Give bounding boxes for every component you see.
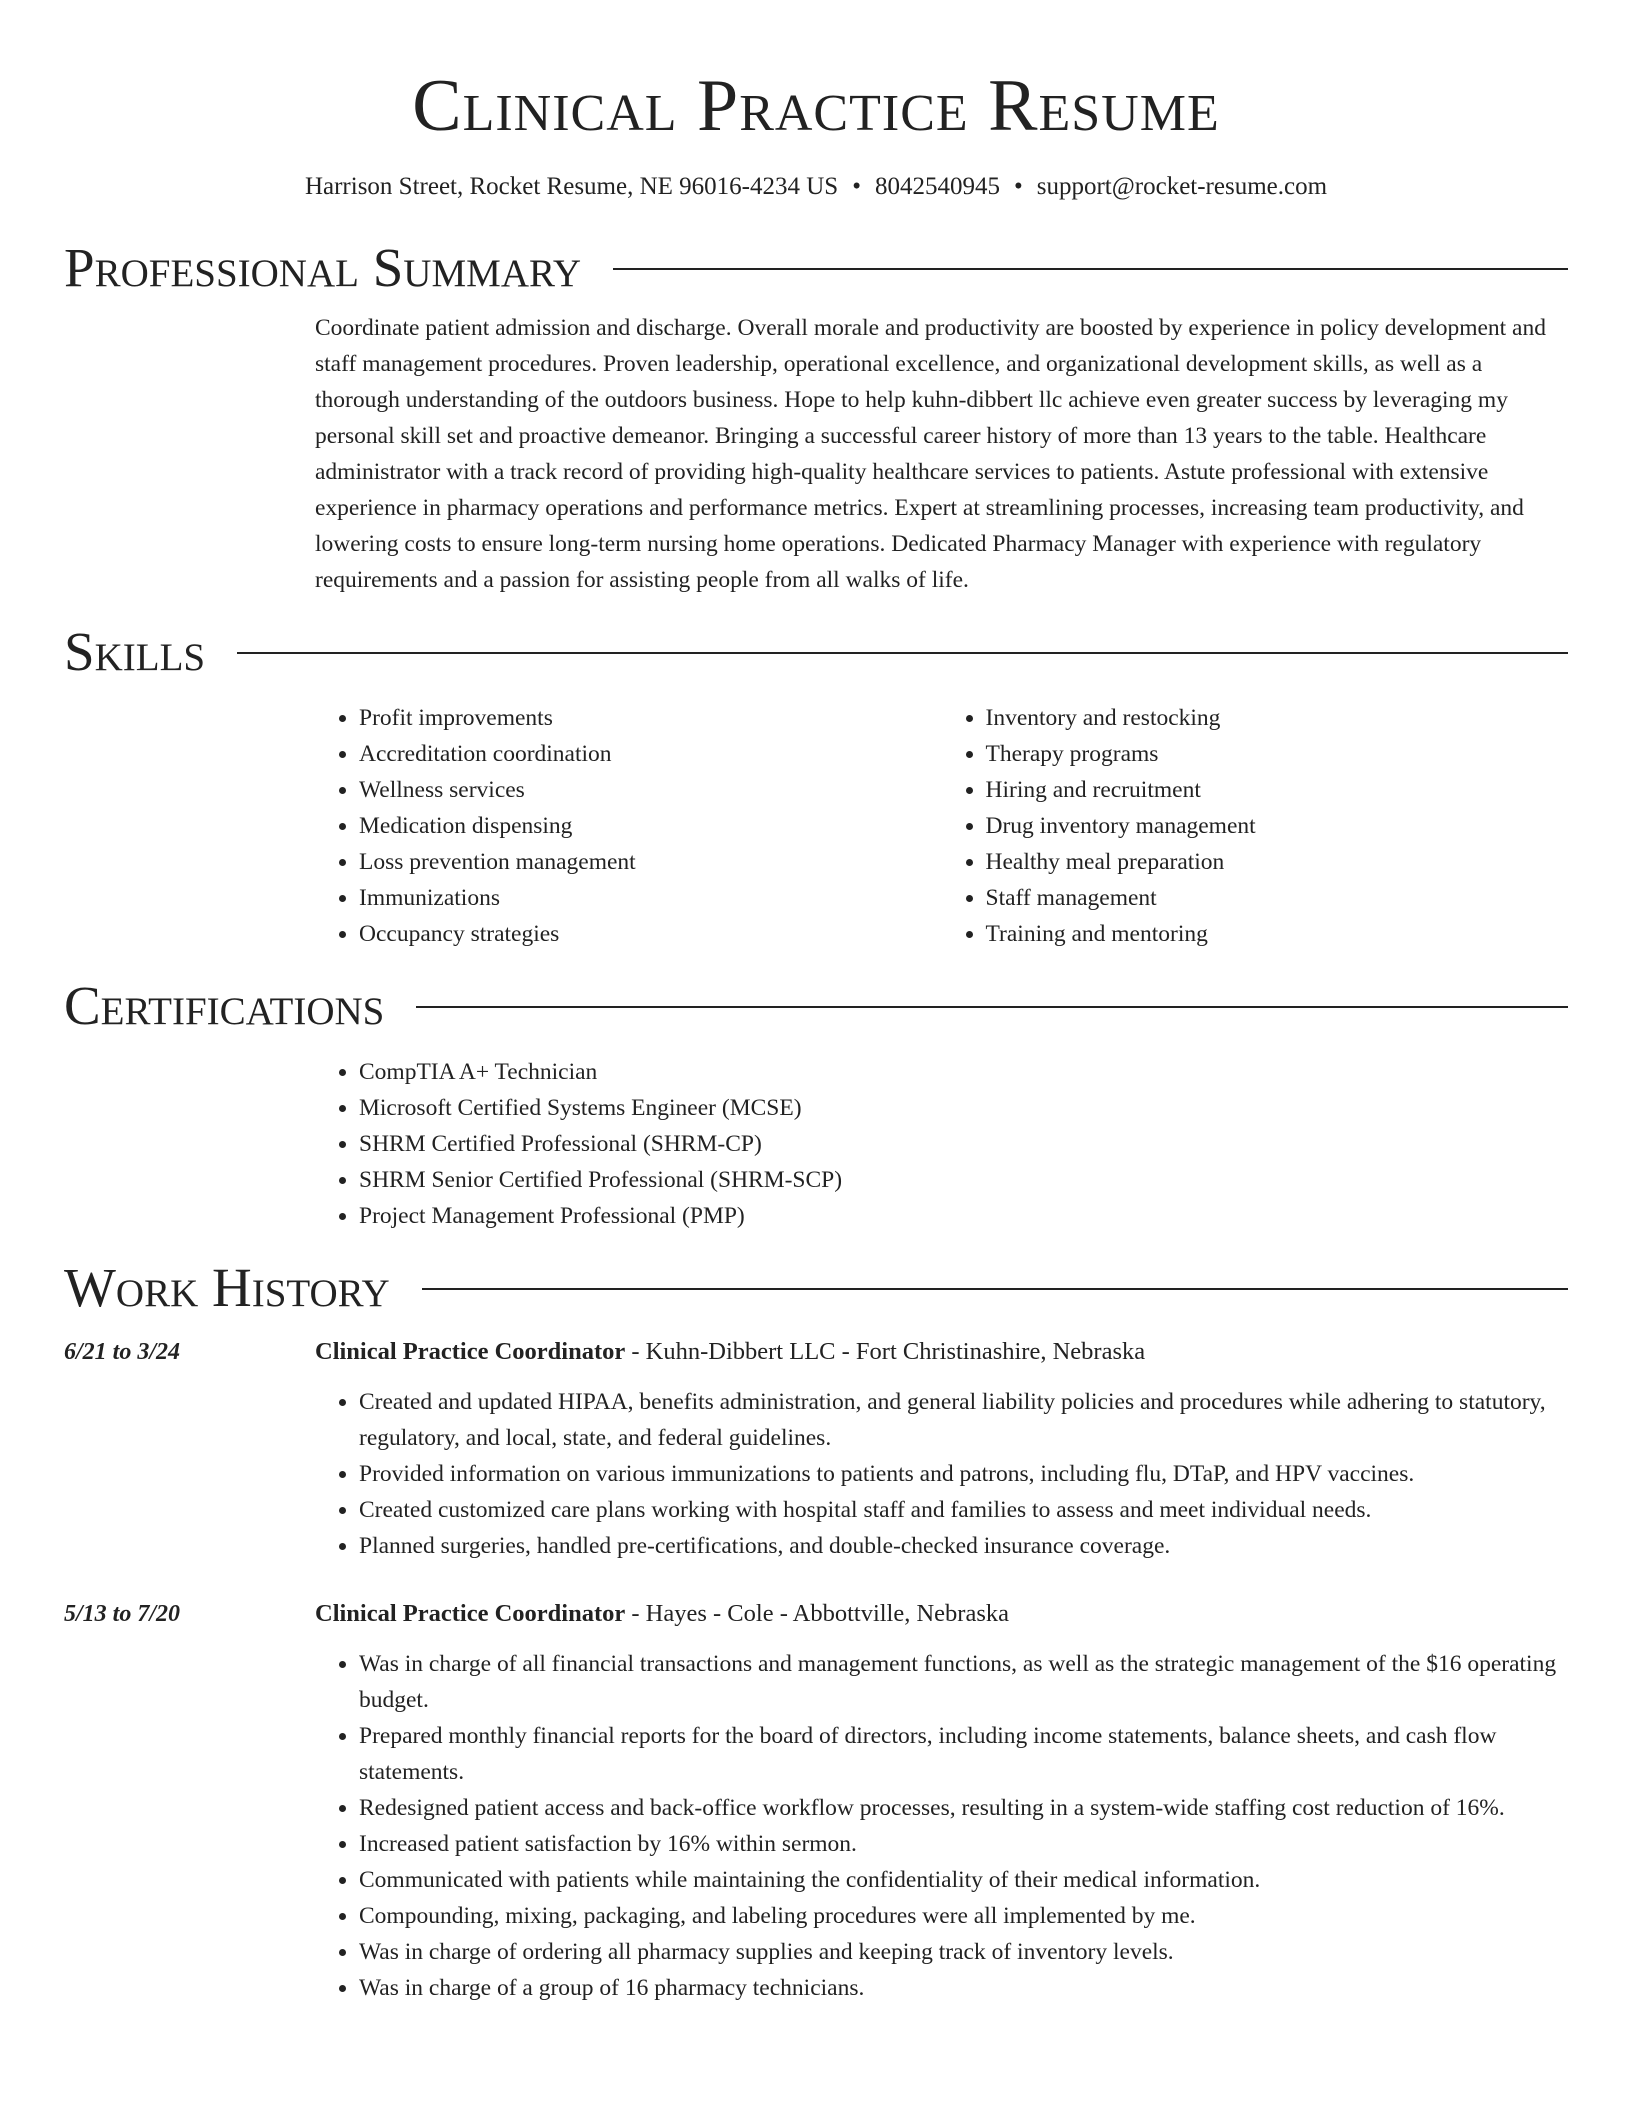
skill-item: • Therapy programs — [986, 736, 1569, 772]
skill-item: • Accreditation coordination — [359, 736, 942, 772]
skill-item: • Medication dispensing — [359, 808, 942, 844]
job-bullets — [315, 1646, 1568, 2006]
skill-item: • Immunizations — [359, 880, 942, 916]
section-divider — [422, 1288, 1568, 1290]
job-bullets — [315, 1384, 1568, 1564]
summary-heading: Professional Summary — [64, 237, 582, 298]
certification-item: • SHRM Certified Professional (SHRM-CP) — [359, 1126, 1568, 1162]
skills-list-right — [942, 700, 1569, 952]
skill-item: • Healthy meal preparation — [986, 844, 1569, 880]
job-dates: 6/21 to 3/24 — [64, 1339, 181, 1365]
resume-title: Clinical Practice Resume — [412, 65, 1220, 147]
job-bullet: • Created customized care plans working with hospital staff and families to assess and meet individual needs. — [359, 1492, 1568, 1528]
work-history-heading: Work History — [64, 1257, 390, 1318]
skill-item: • Drug inventory management — [986, 808, 1569, 844]
skill-item: • Training and mentoring — [986, 916, 1569, 952]
certifications-list — [315, 1054, 1568, 1234]
work-history-section-header — [64, 1254, 1568, 1322]
certification-item: • SHRM Senior Certified Professional (SHRM-SCP) — [359, 1162, 1568, 1198]
skills-grid — [315, 700, 1568, 952]
job-bullet: • Planned surgeries, handled pre-certifications, and double-checked insurance coverage. — [359, 1528, 1568, 1564]
job-company: - Kuhn-Dibbert LLC - Fort Christinashire, Nebraska — [625, 1338, 1146, 1365]
skills-list-left — [315, 700, 942, 952]
job-bullet: • Compounding, mixing, packaging, and labeling procedures were all implemented by me. — [359, 1898, 1568, 1934]
job-company: - Hayes - Cole - Abbottville, Nebraska — [625, 1600, 1009, 1627]
summary-text: Coordinate patient admission and discharge. Overall morale and productivity are boosted by experience in policy development and staff management procedures. Proven leadership, operational excellence, and organizational development skills, as well as a thorough understanding of the outdoors business. Hope to help kuhn-dibbert llc achieve even greater success by leveraging my personal skill set and proactive demeanor. Bringing a successful career history of more than 13 years to the table. Healthcare administrator with a track record of providing high-quality healthcare services to patients. Astute professional with extensive experience in pharmacy operations and performance metrics. Expert at streamlining processes, increasing team productivity, and lowering costs to ensure long-term nursing home operations. Dedicated Pharmacy Manager with experience with regulatory requirements and a passion for assisting people from all walks of life. — [315, 315, 1546, 593]
job-entry — [64, 1596, 1568, 2006]
certification-item: • CompTIA A+ Technician — [359, 1054, 1568, 1090]
certifications-section — [315, 1054, 1568, 1234]
contact-separator: • — [1013, 173, 1023, 200]
skill-item: • Hiring and recruitment — [986, 772, 1569, 808]
section-divider — [613, 268, 1568, 270]
job-bullet: • Redesigned patient access and back-office workflow processes, resulting in a system-wide staffing cost reduction of 16%. — [359, 1790, 1568, 1826]
job-dates: 5/13 to 7/20 — [64, 1601, 181, 1627]
job-bullet: • Communicated with patients while maintaining the confidentiality of their medical information. — [359, 1862, 1568, 1898]
skill-item: • Loss prevention management — [359, 844, 942, 880]
skills-heading: Skills — [64, 621, 206, 682]
certification-item: • Microsoft Certified Systems Engineer (MCSE) — [359, 1090, 1568, 1126]
job-bullet: • Prepared monthly financial reports for the board of directors, including income statements, balance sheets, and cash flow statements. — [359, 1718, 1568, 1790]
skill-item: • Staff management — [986, 880, 1569, 916]
skills-section-header — [64, 618, 1568, 686]
job-bullet: • Created and updated HIPAA, benefits administration, and general liability policies and procedures while adhering to statutory, regulatory, and local, state, and federal guidelines. — [359, 1384, 1568, 1456]
job-bullet: • Was in charge of all financial transactions and management functions, as well as the strategic management of the $16 operating budget. — [359, 1646, 1568, 1718]
resume-page — [64, 0, 1568, 2006]
job-entry — [64, 1334, 1568, 1564]
certifications-section-header — [64, 972, 1568, 1040]
job-detail — [315, 1596, 1568, 2006]
job-bullet: • Was in charge of ordering all pharmacy supplies and keeping track of inventory levels. — [359, 1934, 1568, 1970]
job-title-line — [315, 1334, 1568, 1370]
summary-section-header — [64, 234, 1568, 302]
job-bullet: • Was in charge of a group of 16 pharmacy technicians. — [359, 1970, 1568, 2006]
contact-address: Harrison Street, Rocket Resume, NE 96016-4234 US — [304, 173, 839, 200]
certification-item: • Project Management Professional (PMP) — [359, 1198, 1568, 1234]
contact-phone: 8042540945 — [874, 173, 1000, 200]
section-divider — [416, 1006, 1568, 1008]
skill-item: • Inventory and restocking — [986, 700, 1569, 736]
job-title-line — [315, 1596, 1568, 1632]
contact-email: support@rocket-resume.com — [1036, 173, 1328, 200]
job-detail — [315, 1334, 1568, 1564]
skills-section — [315, 700, 1568, 952]
summary-section — [315, 310, 1568, 598]
certifications-heading: Certifications — [64, 975, 385, 1036]
job-title: Clinical Practice Coordinator — [315, 1338, 626, 1365]
job-title: Clinical Practice Coordinator — [315, 1600, 626, 1627]
contact-line — [64, 170, 1568, 204]
job-bullet: • Increased patient satisfaction by 16% within sermon. — [359, 1826, 1568, 1862]
section-divider — [237, 652, 1568, 654]
contact-separator: • — [852, 173, 861, 200]
skill-item: • Wellness services — [359, 772, 942, 808]
job-bullet: • Provided information on various immunizations to patients and patrons, including flu, DTaP, and HPV vaccines. — [359, 1456, 1568, 1492]
skill-item: • Profit improvements — [359, 700, 942, 736]
skill-item: • Occupancy strategies — [359, 916, 942, 952]
